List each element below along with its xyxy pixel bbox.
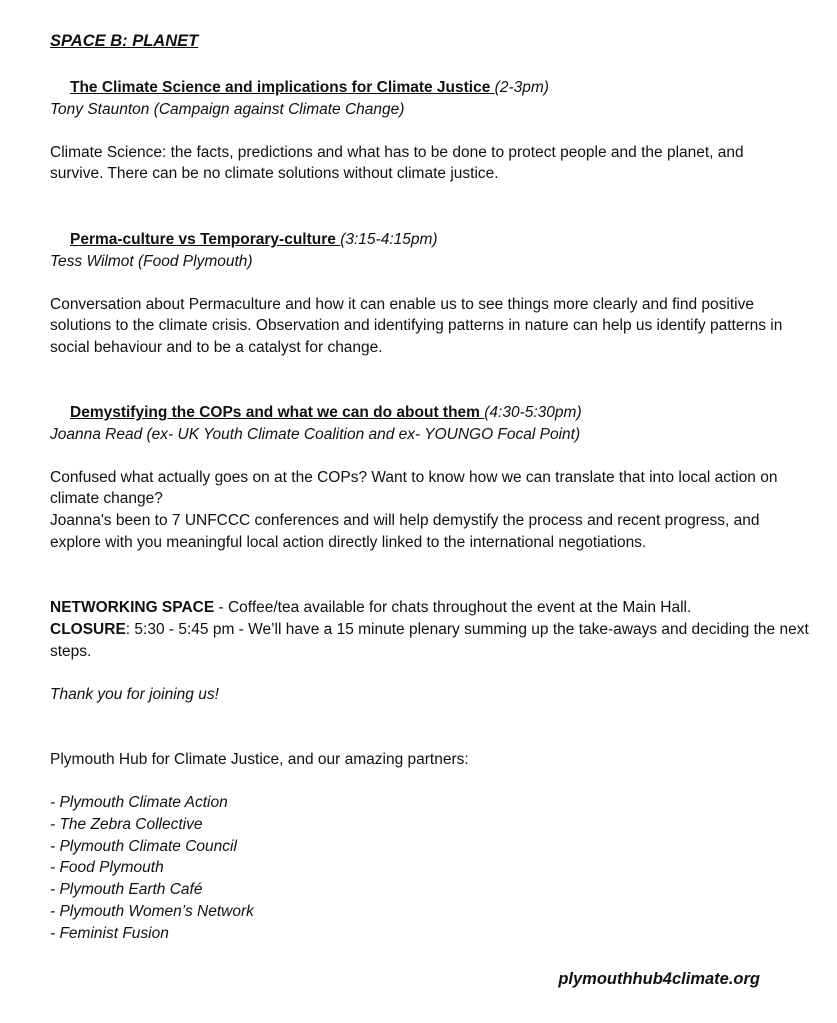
description-paragraph: Confused what actually goes on at the COPs? Want to know how we can translate that into local action on climate change? — [50, 468, 778, 508]
networking-line — [50, 597, 810, 619]
session-title: The Climate Science and implications for Climate Justice — [70, 79, 495, 96]
session-speaker: Tess Wilmot (Food Plymouth) — [50, 252, 253, 270]
session-demystifying-cops — [50, 402, 800, 554]
partner-item: - Plymouth Climate Council — [50, 837, 237, 855]
session-heading — [70, 77, 800, 99]
closure-label: CLOSURE — [50, 620, 126, 638]
partners-block — [50, 792, 810, 945]
session-heading — [70, 402, 800, 424]
session-speaker: Joanna Read (ex- UK Youth Climate Coalition and ex- YOUNGO Focal Point) — [50, 425, 581, 443]
partner-item: - Feminist Fusion — [50, 924, 169, 942]
thank-you-note: Thank you for joining us! — [50, 686, 219, 703]
description-paragraph: Conversation about Permaculture and how it can enable us to see things more clearly and find positive solutions to the climate crisis. Observation and identifying patterns in nature can help us identify patterns in social behaviour and to be a catalyst for change. — [50, 295, 783, 357]
partner-item: - Plymouth Earth Café — [50, 881, 203, 899]
partners-list — [50, 792, 810, 945]
session-title: Perma-culture vs Temporary-culture — [70, 231, 341, 248]
footer-website: plymouthhub4climate.org — [558, 970, 760, 988]
partners-intro: Plymouth Hub for Climate Justice, and our amazing partners: — [50, 751, 469, 768]
session-time: (2-3pm) — [494, 79, 549, 96]
networking-text: - Coffee/tea available for chats throughout the event at the Main Hall. — [214, 599, 692, 616]
session-description — [50, 294, 800, 359]
networking-closure-block — [50, 597, 810, 662]
session-speaker: Tony Staunton (Campaign against Climate Change) — [50, 100, 405, 118]
session-description — [50, 142, 800, 186]
closure-text: : 5:30 - 5:45 pm - We’ll have a 15 minute plenary summing up the take-aways and deciding the next steps. — [50, 620, 809, 660]
session-climate-science — [50, 77, 800, 185]
session-time: (4:30-5:30pm) — [484, 404, 582, 421]
description-paragraph: Joanna's been to 7 UNFCCC conferences and will help demystify the process and recent progress, and explore with you meaningful local action directly linked to the international negotiations. — [50, 512, 760, 551]
session-title: Demystifying the COPs and what we can do about them — [70, 404, 485, 421]
session-time: (3:15-4:15pm) — [340, 231, 438, 248]
partner-item: - The Zebra Collective — [50, 815, 203, 833]
closure-line — [50, 619, 810, 663]
session-heading — [70, 229, 800, 251]
session-permaculture — [50, 229, 800, 359]
partner-item: - Plymouth Women’s Network — [50, 902, 254, 920]
description-paragraph: Climate Science: the facts, predictions and what has to be done to protect people and the planet, and survive. There can be no climate solutions without climate justice. — [50, 143, 744, 183]
networking-label: NETWORKING SPACE — [50, 599, 215, 616]
partner-item: - Food Plymouth — [50, 859, 164, 877]
session-description — [50, 467, 800, 554]
partner-item: - Plymouth Climate Action — [50, 794, 228, 811]
space-title: SPACE B: PLANET — [50, 32, 199, 50]
